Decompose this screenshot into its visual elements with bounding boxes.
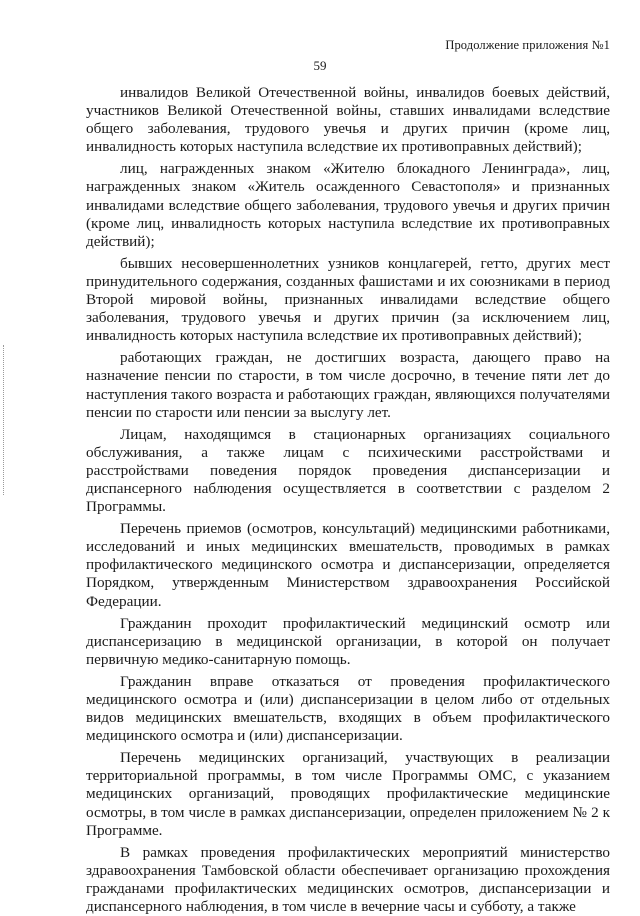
document-body [86, 84, 610, 916]
paragraph: Перечень приемов (осмотров, консультаций) медицинскими работниками, исследований и иных медицинских вмешательств, проводимых в рамках профилактического медицинского осмотра и диспансеризации, определяется Порядком, утвержденным Министерством здравоохранения Российской Федерации. [86, 520, 610, 610]
paragraph: В рамках проведения профилактических мероприятий министерство здравоохранения Тамбовской области обеспечивает организацию прохождения гражданами профилактических медицинских осмотров, диспансеризации и диспансерного наблюдения, в том числе в вечерние часы и субботу, а также [86, 843, 610, 916]
header-note: Продолжение приложения №1 [445, 38, 610, 52]
margin-marks [3, 345, 8, 495]
paragraph: Гражданин вправе отказаться от проведения профилактического медицинского осмотра и (или) диспансеризации в целом либо от отдельных видов медицинских вмешательств, входящих в объем профилактического медицинского осмотра и (или) диспансеризации. [86, 672, 610, 745]
page-number: 59 [313, 58, 327, 73]
paragraph: Лицам, находящимся в стационарных организациях социального обслуживания, а также лицам с психическими расстройствами и расстройствами поведения порядок проведения диспансеризации и диспансерного наблюдения осуществляется в соответствии с разделом 2 Программы. [86, 425, 610, 516]
paragraph: бывших несовершеннолетних узников концлагерей, гетто, других мест принудительного содержания, созданных фашистами и их союзниками в период Второй мировой войны, признанных инвалидами вследствие общего заболевания, трудового увечья и других причин (за исключением лиц, инвалидность которых наступила вследствие их противоправных действий); [86, 254, 610, 345]
paragraph: Перечень медицинских организаций, участвующих в реализации территориальной программы, в том числе Программы ОМС, с указанием медицинских организаций, проводящих профилактические медицинские осмотры, в том числе в рамках диспансеризации, определен приложением № 2 к Программе. [86, 749, 610, 839]
paragraph: работающих граждан, не достигших возраста, дающего право на назначение пенсии по старости, в том числе досрочно, в течение пяти лет до наступления такого возраста и работающих граждан, являющихся получателями пенсии по старости или пенсии за выслугу лет. [86, 349, 610, 421]
paragraph: Гражданин проходит профилактический медицинский осмотр или диспансеризацию в медицинской организации, в которой он получает первичную медико-санитарную помощь. [86, 614, 610, 668]
paragraph: инвалидов Великой Отечественной войны, инвалидов боевых действий, участников Великой Отечественной войны, ставших инвалидами вследствие общего заболевания, трудового увечья и других причин (кроме лиц, инвалидность которых наступила вследствие их противоправных действий); [86, 84, 610, 156]
paragraph: лиц, награжденных знаком «Жителю блокадного Ленинграда», лиц, награжденных знаком «Житель осажденного Севастополя» и признанных инвалидами вследствие общего заболевания, трудового увечья и других причин (кроме лиц, инвалидность которых наступила вследствие их противоправных действий); [86, 160, 610, 250]
